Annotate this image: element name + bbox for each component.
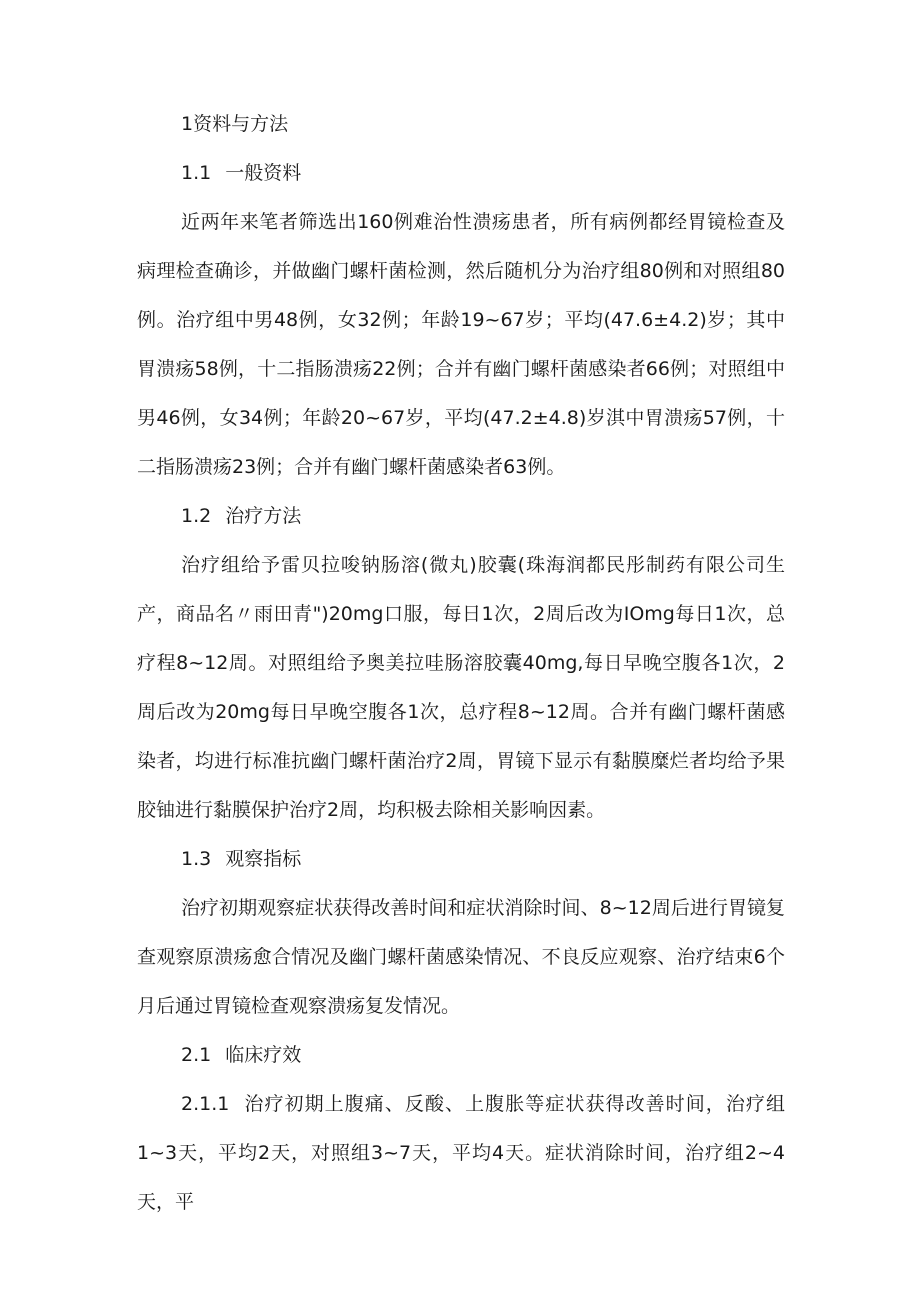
paragraph-general-info: 近两年来笔者筛选出160例难治性溃疡患者，所有病例都经胃镜检查及病理检查确诊，并做幽门螺杆菌检测，然后随机分为治疗组80例和对照组80例。治疗组中男48例，女32例；年龄19~67岁；平均(47.6±4.2)岁；其中胃溃疡58例，十二指肠溃疡22例；合并有幽门螺杆菌感染者66例；对照组中男46例，女34例；年龄20~67岁，平均(47.2±4.8)岁淇中胃溃疡57例，十二指肠溃疡23例；合并有幽门螺杆菌感染者63例。 — [137, 211, 785, 478]
section-title: 观察指标 — [225, 848, 302, 870]
section-title: 资料与方法 — [193, 113, 289, 135]
section-title: 治疗方法 — [225, 505, 302, 527]
subsection-number: 2.1.1 — [181, 1093, 230, 1115]
section-heading-1-1 — [137, 149, 785, 198]
paragraph-clinical-efficacy-2-1-1 — [137, 1080, 785, 1227]
section-number: 1.1 — [181, 162, 212, 184]
section-number: 1 — [181, 113, 194, 135]
section-title: 临床疗效 — [225, 1044, 302, 1066]
section-number: 1.3 — [181, 848, 212, 870]
paragraph-treatment-method: 治疗组给予雷贝拉唆钠肠溶(微丸)胶囊(珠海润都民彤制药有限公司生产，商品名〃雨田青")20mg口服，每日1次，2周后改为IOmg每日1次，总疗程8~12周。对照组给予奥美拉哇肠溶胶囊40mg,每日早晚空腹各1次，2周后改为20mg每日早晚空腹各1次，总疗程8~12周。合并有幽门螺杆菌感染者，均进行标准抗幽门螺杆菌治疗2周，胃镜下显示有黏膜糜烂者均给予果胶铀进行黏膜保护治疗2周，均积极去除相关影响因素。 — [137, 554, 785, 821]
document-body — [137, 100, 785, 1227]
section-heading-1-3 — [137, 835, 785, 884]
section-heading-2-1 — [137, 1031, 785, 1080]
section-title: 一般资料 — [225, 162, 302, 184]
section-heading-1-2 — [137, 492, 785, 541]
paragraph-text: 治疗初期上腹痛、反酸、上腹胀等症状获得改善时间，治疗组1~3天，平均2天，对照组3~7天，平均4天。症状消除时间，治疗组2~4天，平 — [137, 1093, 785, 1213]
section-heading-1 — [137, 100, 785, 149]
section-number: 2.1 — [181, 1044, 212, 1066]
section-number: 1.2 — [181, 505, 212, 527]
paragraph-observation-indicators: 治疗初期观察症状获得改善时间和症状消除时间、8~12周后进行胃镜复查观察原溃疡愈合情况及幽门螺杆菌感染情况、不良反应观察、治疗结束6个月后通过胃镜检查观察溃疡复发情况。 — [137, 897, 785, 1017]
